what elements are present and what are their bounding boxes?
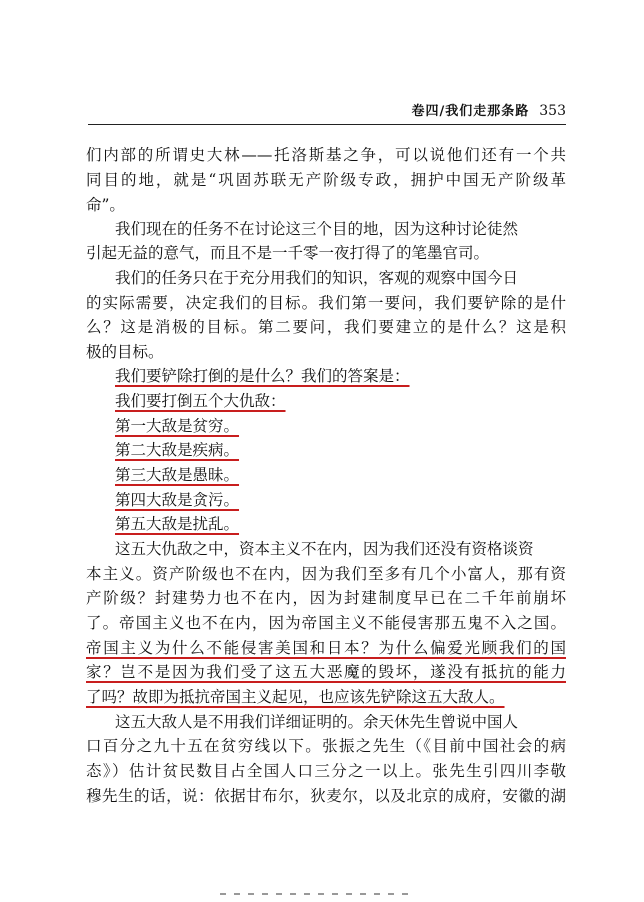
text-line-underlined: 家？岂不是因为我们受了这五大恶魔的毁坏，遂没有抵抗的能力 [86, 663, 566, 681]
running-header [412, 100, 566, 119]
text-line: 口百分之九十五在贫穷线以下。张振之先生（《目前中国社会的病 [86, 737, 566, 755]
enemy-item-4: 第四大敌是贪污。 [115, 491, 240, 509]
enemy-item-1: 第一大敌是贫穷。 [115, 417, 240, 435]
text-line: 么？这是消极的目标。第二要问，我们要建立的是什么？这是积 [86, 318, 566, 336]
text-line: 本主义。资产阶级也不在内，因为我们至多有几个小富人，那有资 [86, 565, 566, 583]
text-line: 命”。 [86, 196, 125, 214]
text-line: 这五大仇敌之中，资本主义不在内，因为我们还没有资格谈资 [115, 540, 534, 558]
text-line: 我们的任务只在于充分用我们的知识，客观的观察中国今日 [115, 269, 519, 287]
text-line: 这五大敌人是不用我们详细证明的。余天休先生曾说中国人 [115, 713, 519, 731]
text-line: 产阶级？封建势力也不在内，因为封建制度早已在二千年前崩坏 [86, 589, 566, 607]
text-line: 同目的地，就是“巩固苏联无产阶级专政，拥护中国无产阶级革 [86, 171, 566, 189]
enemy-item-2: 第二大敌是疾病。 [115, 441, 240, 459]
enemy-item-5: 第五大敌是扰乱。 [115, 515, 240, 533]
page-number: 353 [539, 103, 566, 119]
text-line-underlined: 帝国主义为什么不能侵害美国和日本？为什么偏爱光顾我们的国 [86, 639, 566, 657]
text-line: 态》）估计贫民数目占全国人口三分之一以上。张先生引四川李敬 [86, 762, 566, 780]
text-line-underlined: 我们要铲除打倒的是什么？我们的答案是： [115, 367, 410, 385]
text-line-underlined: 了吗？故即为抵抗帝国主义起见，也应该先铲除这五大敌人。 [86, 688, 505, 706]
text-line: 的实际需要，决定我们的目标。我们第一要问，我们要铲除的是什 [86, 294, 566, 312]
text-line: 极的目标。 [86, 343, 164, 361]
text-line: 穆先生的话，说：依据甘布尔，狄麦尔，以及北京的成府，安徽的湖 [86, 787, 566, 805]
text-line: 了。帝国主义也不在内，因为帝国主义不能侵害那五鬼不入之国。 [86, 614, 566, 632]
text-line: 我们现在的任务不在讨论这三个目的地，因为这种讨论徒然 [115, 220, 519, 238]
scan-artifact-dots [220, 880, 520, 886]
header-title: 卷四/我们走那条路 [411, 104, 530, 119]
text-line-underlined: 我们要打倒五个大仇敌： [115, 392, 286, 410]
header-rule [88, 124, 566, 125]
enemy-item-3: 第三大敌是愚昧。 [115, 466, 240, 484]
text-line: 引起无益的意气，而且不是一千零一夜打得了的笔墨官司。 [86, 244, 490, 262]
text-line: 们内部的所谓史大林——托洛斯基之争，可以说他们还有一个共 [86, 146, 566, 164]
